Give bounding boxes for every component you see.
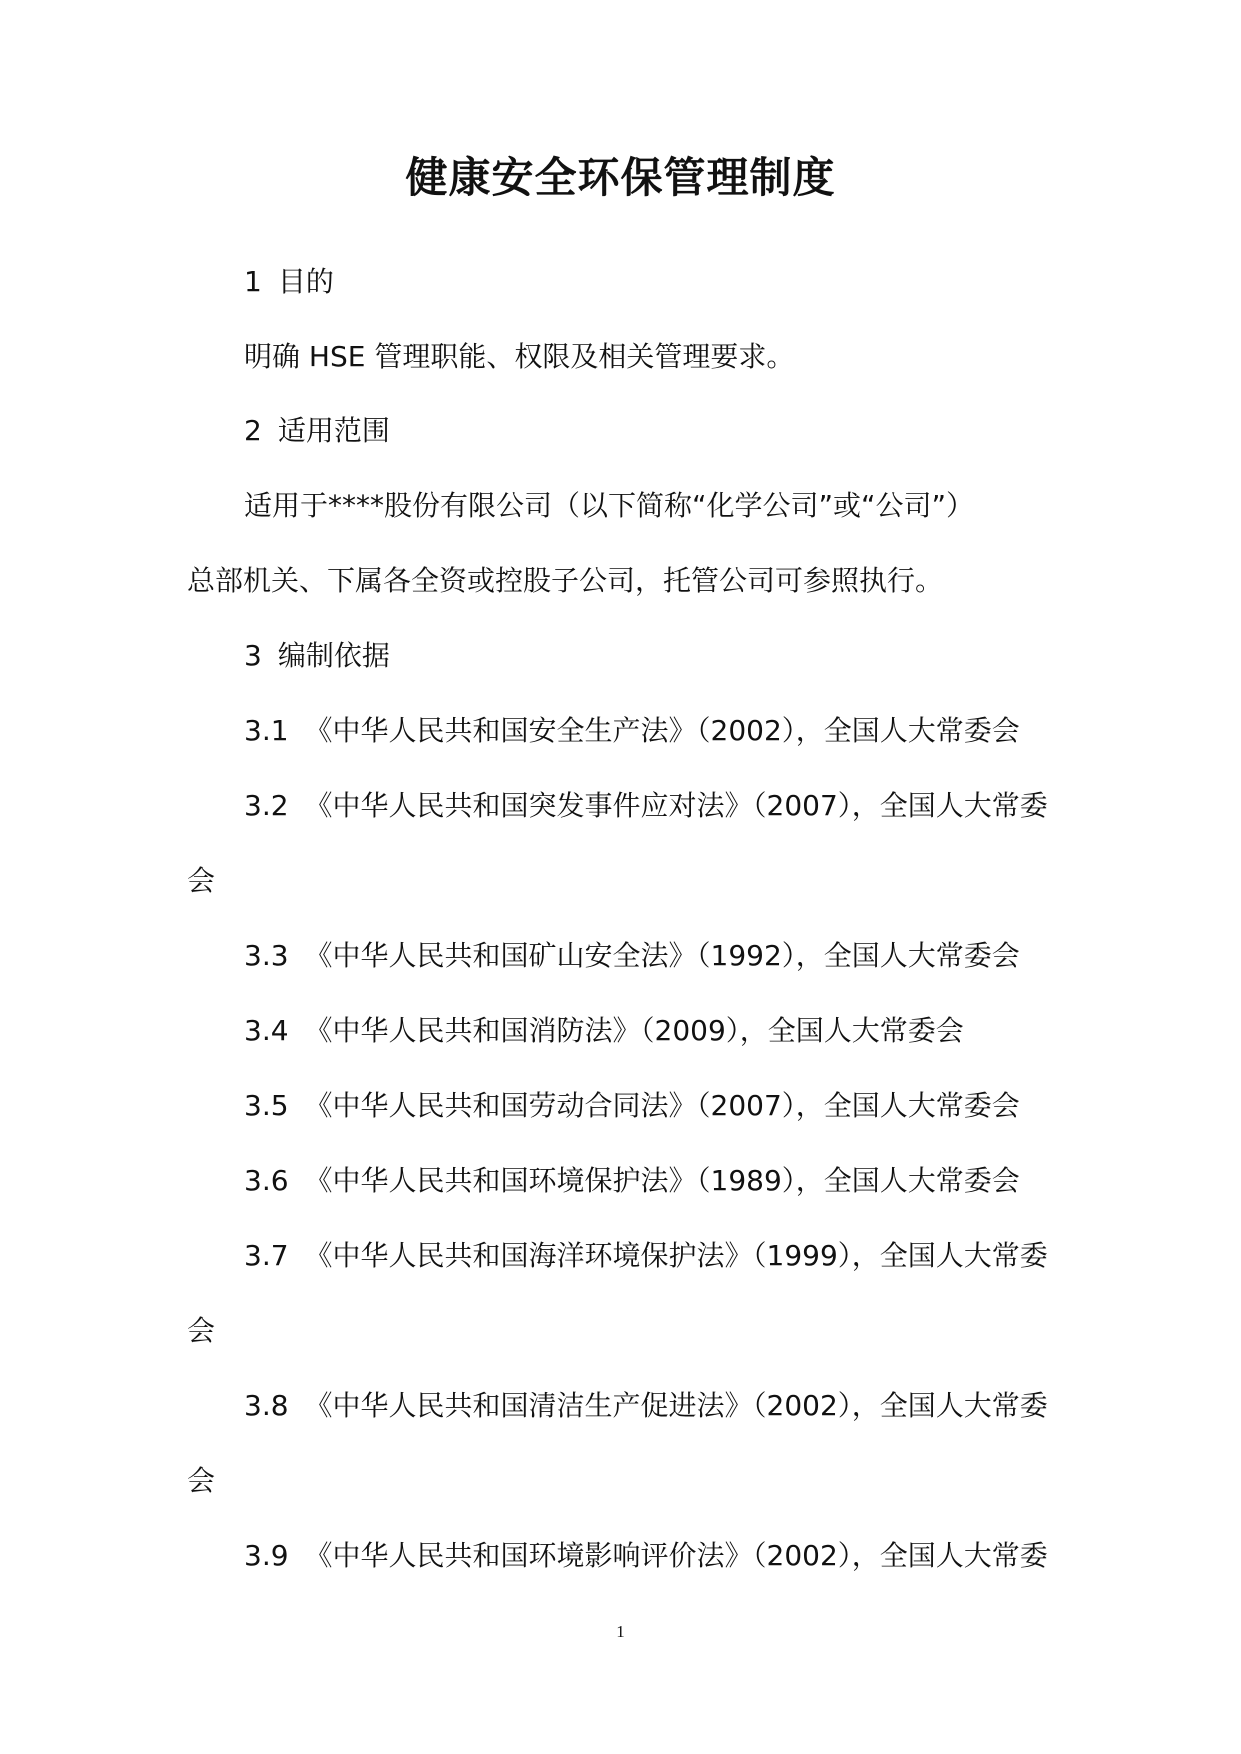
reference-text: 《中华人民共和国环境影响评价法》（2002），全国人大常委 <box>304 1539 1048 1572</box>
section-body-scope-line2: 总部机关、下属各全资或控股子公司，托管公司可参照执行。 <box>187 564 944 597</box>
section-heading-purpose <box>244 262 334 302</box>
reference-item <box>244 1086 1020 1126</box>
reference-number: 3.4 <box>244 1014 289 1047</box>
reference-number: 3.6 <box>244 1164 289 1197</box>
reference-item <box>244 1536 1048 1576</box>
section-heading-scope <box>244 411 390 451</box>
reference-item <box>244 936 1020 976</box>
section-heading-text: 目的 <box>277 265 334 298</box>
document-title: 健康安全环保管理制度 <box>405 153 836 202</box>
reference-item <box>244 1386 1048 1426</box>
reference-item <box>244 1236 1048 1276</box>
reference-number: 3.9 <box>244 1539 289 1572</box>
reference-text: 《中华人民共和国消防法》（2009），全国人大常委会 <box>304 1014 964 1047</box>
reference-text: 《中华人民共和国劳动合同法》（2007），全国人大常委会 <box>304 1089 1020 1122</box>
reference-number: 3.3 <box>244 939 289 972</box>
reference-item <box>244 1011 964 1051</box>
reference-text: 《中华人民共和国矿山安全法》（1992），全国人大常委会 <box>304 939 1020 972</box>
reference-text-continuation: 会 <box>187 1314 216 1347</box>
reference-text: 《中华人民共和国海洋环境保护法》（1999），全国人大常委 <box>304 1239 1048 1272</box>
section-number: 2 <box>244 414 262 447</box>
section-number: 3 <box>244 639 262 672</box>
section-number: 1 <box>244 265 262 298</box>
reference-text: 《中华人民共和国突发事件应对法》（2007），全国人大常委 <box>304 789 1048 822</box>
reference-text-continuation: 会 <box>187 864 216 897</box>
reference-item <box>244 1161 1020 1201</box>
section-heading-text: 适用范围 <box>277 414 390 447</box>
reference-text: 《中华人民共和国环境保护法》（1989），全国人大常委会 <box>304 1164 1020 1197</box>
page-number: 1 <box>616 1622 625 1641</box>
reference-item <box>244 786 1048 826</box>
reference-number: 3.8 <box>244 1389 289 1422</box>
section-heading-basis <box>244 636 390 676</box>
reference-number: 3.7 <box>244 1239 289 1272</box>
reference-text: 《中华人民共和国安全生产法》（2002），全国人大常委会 <box>304 714 1020 747</box>
reference-text: 《中华人民共和国清洁生产促进法》（2002），全国人大常委 <box>304 1389 1048 1422</box>
section-heading-text: 编制依据 <box>277 639 390 672</box>
reference-number: 3.1 <box>244 714 289 747</box>
reference-text-continuation: 会 <box>187 1464 216 1497</box>
reference-item <box>244 711 1020 751</box>
section-body-purpose: 明确 HSE 管理职能、权限及相关管理要求。 <box>244 340 795 373</box>
section-body-scope-line1: 适用于****股份有限公司（以下简称“化学公司”或“公司”） <box>244 489 975 522</box>
reference-number: 3.5 <box>244 1089 289 1122</box>
reference-number: 3.2 <box>244 789 289 822</box>
